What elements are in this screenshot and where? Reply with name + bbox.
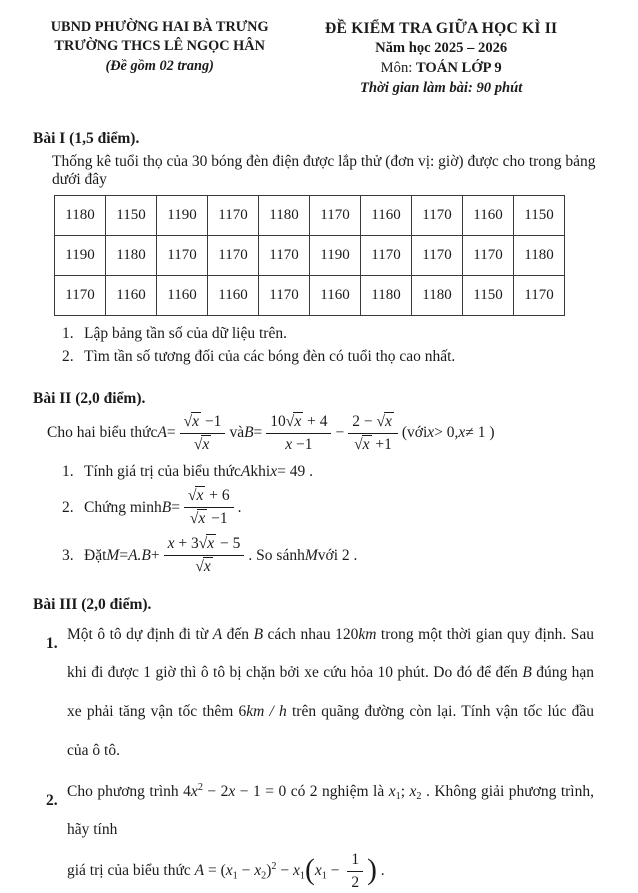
table-cell: 1190: [310, 235, 361, 275]
table-cell: 1150: [463, 275, 514, 315]
school-name: TRƯỜNG THCS LÊ NGỌC HÂN: [54, 38, 265, 55]
question-text: Lập bảng tần số của dữ liệu trên.: [84, 324, 287, 342]
table-cell: 1180: [412, 275, 463, 315]
question-item: [46, 616, 596, 771]
section-1-heading: Bài I (1,5 điểm).: [33, 129, 140, 147]
square-root: √x: [193, 435, 210, 453]
issuer-name: UBND PHƯỜNG HAI BÀ TRƯNG: [50, 19, 269, 35]
subject-value: TOÁN LỚP 9: [415, 60, 502, 77]
subject-line: [286, 59, 596, 79]
table-cell: 1160: [361, 195, 412, 235]
question-item: [62, 325, 596, 343]
table-cell: 1180: [259, 195, 310, 235]
question-text: Chứng minh B = $\frac{√x + 6}{√x -1}$ .: [84, 486, 596, 529]
table-cell: 1170: [310, 195, 361, 235]
square-root: √x: [376, 412, 392, 430]
section-2-intro-formula: Cho hai biểu thức A = $\frac{√x -1}{√x}$ và B = $\frac{10√x + 4}{x -1}$ − $\frac{2 - √x}{√x +1}$ (với x > 0, x ≠ 1 ): [47, 412, 596, 455]
fraction: $\frac{10√x + 4}{x -1}$: [266, 412, 331, 455]
square-root: √x: [354, 435, 370, 453]
table-cell: 1170: [412, 235, 463, 275]
square-root: √x: [195, 558, 211, 576]
fraction: $\frac{√x + 6}{√x -1}$: [184, 486, 234, 529]
square-root: √x: [187, 487, 204, 505]
duration-line: Thời gian làm bài: 90 phút: [360, 79, 523, 96]
section-1-intro: Thống kê tuổi thọ của 30 bóng đèn điện được lắp thử (đơn vị: giờ) được cho trong bảng dưới đây: [52, 152, 596, 188]
section-bai-2: [33, 390, 596, 578]
issuer-block: [33, 18, 286, 76]
table-cell: 1150: [514, 195, 565, 235]
question-number: 2.: [62, 347, 74, 365]
question-number: 1.: [46, 634, 58, 652]
table-cell: 1170: [361, 235, 412, 275]
question-number: 1.: [62, 463, 74, 481]
question-number: 1.: [62, 324, 74, 342]
table-cell: 1160: [157, 275, 208, 315]
table-cell: 1190: [55, 235, 106, 275]
table-cell: 1170: [514, 275, 565, 315]
table-row: [55, 195, 565, 235]
question-text: Một ô tô dự định đi từ A đến B cách nhau 120km trong một thời gian quy định. Sau khi đi được 1 giờ thì ô tô bị chặn bởi xe cứu hỏa 10 phút. Do đó để đến B đúng hạn xe phải tăng vận tốc thêm 6km / h trên quãng đường còn lại. Tính vận tốc lúc đầu của ô tô.: [67, 625, 594, 759]
table-cell: 1190: [157, 195, 208, 235]
section-bai-3: [33, 596, 596, 893]
question-number: 2.: [62, 498, 74, 516]
question-text: Cho phương trình $4x^2 - 2x - 1 = 0$ có 2 nghiệm là $x_1$; $x_2$ . Không giải phương trình, hãy tính giá trị của biểu thức $A = (x_1 - x_2)^2 - x_1(x_1$ − $\frac{1}{2}$ ) .: [67, 773, 596, 893]
exam-title: ĐỀ KIỂM TRA GIỮA HỌC KÌ II: [325, 20, 558, 37]
pages-note: (Đề gồm 02 trang): [105, 57, 214, 74]
section-3-heading: Bài III (2,0 điểm).: [33, 595, 152, 613]
square-root: √x: [183, 412, 200, 430]
square-root: √x: [189, 510, 206, 528]
table-cell: 1170: [208, 195, 259, 235]
question-item: [62, 534, 596, 577]
document-header: [33, 18, 596, 99]
table-cell: 1180: [361, 275, 412, 315]
table-cell: 1160: [208, 275, 259, 315]
table-cell: 1170: [157, 235, 208, 275]
square-root: √x: [198, 535, 215, 553]
square-root: √x: [285, 412, 302, 430]
table-cell: 1170: [412, 195, 463, 235]
fraction: $\frac{2 - √x}{√x +1}$: [348, 412, 398, 455]
table-cell: 1150: [106, 195, 157, 235]
fraction: $\frac{√x -1}{√x}$: [180, 412, 226, 455]
table-row: [55, 275, 565, 315]
question-text: Tính giá trị của biểu thức A khi x = 49 .: [84, 463, 313, 481]
lifespan-data-table: [54, 195, 565, 316]
question-text: Tìm tần số tương đối của các bóng đèn có tuổi thọ cao nhất.: [84, 347, 456, 365]
table-cell: 1170: [208, 235, 259, 275]
question-item: [62, 486, 596, 529]
question-item: [46, 773, 596, 893]
section-bai-1: [33, 130, 596, 366]
table-cell: 1170: [55, 275, 106, 315]
table-cell: 1180: [55, 195, 106, 235]
fraction: $\frac{x + 3√x - 5}{√x}$: [164, 534, 245, 577]
question-item: [62, 348, 596, 366]
table-cell: 1170: [259, 275, 310, 315]
exam-info-block: [286, 18, 596, 99]
table-cell: 1170: [259, 235, 310, 275]
fraction: $\frac{1}{2}$: [347, 850, 363, 893]
table-cell: 1160: [106, 275, 157, 315]
question-text: Đặt M = A.B + $\frac{x + 3√x - 5}{√x}$ . So sánh M với 2 .: [84, 534, 596, 577]
table-cell: 1160: [310, 275, 361, 315]
table-row: [55, 235, 565, 275]
table-cell: 1180: [514, 235, 565, 275]
question-number: 2.: [46, 791, 58, 809]
table-cell: 1180: [106, 235, 157, 275]
school-year: Năm học 2025 – 2026: [375, 40, 508, 57]
section-2-heading: Bài II (2,0 điểm).: [33, 389, 146, 407]
question-item: [62, 463, 596, 481]
table-cell: 1160: [463, 195, 514, 235]
subject-label: Môn:: [380, 60, 416, 77]
question-number: 3.: [62, 546, 74, 564]
table-cell: 1170: [463, 235, 514, 275]
